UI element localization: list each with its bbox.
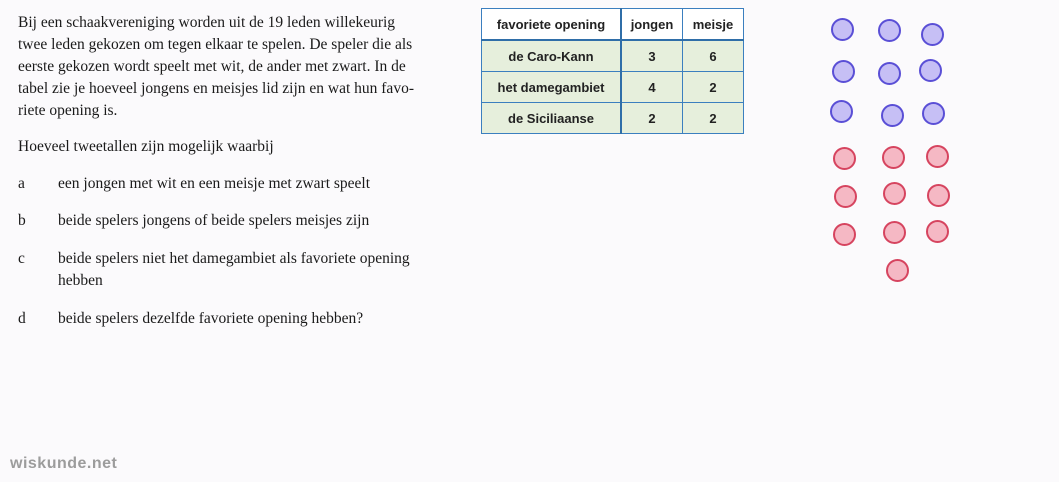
girl-dot <box>927 184 950 207</box>
openings-table <box>481 8 744 134</box>
girl-dot <box>926 220 949 243</box>
cell-girls: 6 <box>683 40 744 72</box>
item-letter: c <box>18 250 25 267</box>
table-row <box>482 72 744 103</box>
intro-line: twee leden gekozen om tegen elkaar te spelen. De speler die als <box>18 36 413 53</box>
item-line: hebben <box>58 272 103 289</box>
girl-dot <box>833 147 856 170</box>
girl-dot <box>886 259 909 282</box>
watermark-logo: wiskunde.net <box>10 455 118 472</box>
cell-boys: 3 <box>621 40 683 72</box>
item-line: een jongen met wit en een meisje met zwart speelt <box>58 175 371 192</box>
boy-dot <box>878 62 901 85</box>
cell-girls: 2 <box>683 72 744 103</box>
item-line: beide spelers jongens of beide spelers meisjes zijn <box>58 212 370 229</box>
table-row <box>482 103 744 134</box>
item-line: beide spelers niet het damegambiet als favoriete opening <box>58 250 410 267</box>
item-letter: a <box>18 175 25 192</box>
intro-text <box>18 12 458 122</box>
intro-line: tabel zie je hoeveel jongens en meisjes lid zijn en wat hun favo- <box>18 80 414 97</box>
cell-opening: het damegambiet <box>482 72 622 103</box>
header-girls: meisje <box>683 9 744 41</box>
boy-dot <box>881 104 904 127</box>
boy-dot <box>831 18 854 41</box>
intro-line: riete opening is. <box>18 102 118 119</box>
boy-dot <box>830 100 853 123</box>
cell-opening: de Caro-Kann <box>482 40 622 72</box>
girl-dot <box>882 146 905 169</box>
table-row <box>482 40 744 72</box>
boy-dot <box>878 19 901 42</box>
cell-girls: 2 <box>683 103 744 134</box>
girl-dot <box>834 185 857 208</box>
item-line: beide spelers dezelfde favoriete opening hebben? <box>58 310 364 327</box>
girl-dot <box>926 145 949 168</box>
header-opening: favoriete opening <box>482 9 622 41</box>
item-letter: d <box>18 310 26 327</box>
cell-boys: 2 <box>621 103 683 134</box>
girl-dot <box>883 221 906 244</box>
question-text: Hoeveel tweetallen zijn mogelijk waarbij <box>18 138 274 155</box>
item-letter: b <box>18 212 26 229</box>
boy-dot <box>921 23 944 46</box>
girl-dot <box>833 223 856 246</box>
boy-dot <box>832 60 855 83</box>
cell-opening: de Siciliaanse <box>482 103 622 134</box>
intro-line: eerste gekozen wordt speelt met wit, de ander met zwart. In de <box>18 58 406 75</box>
cell-boys: 4 <box>621 72 683 103</box>
intro-line: Bij een schaakvereniging worden uit de 19 leden willekeurig <box>18 14 396 31</box>
header-boys: jongen <box>621 9 683 41</box>
boy-dot <box>919 59 942 82</box>
table-header-row <box>482 9 744 41</box>
girl-dot <box>883 182 906 205</box>
boy-dot <box>922 102 945 125</box>
